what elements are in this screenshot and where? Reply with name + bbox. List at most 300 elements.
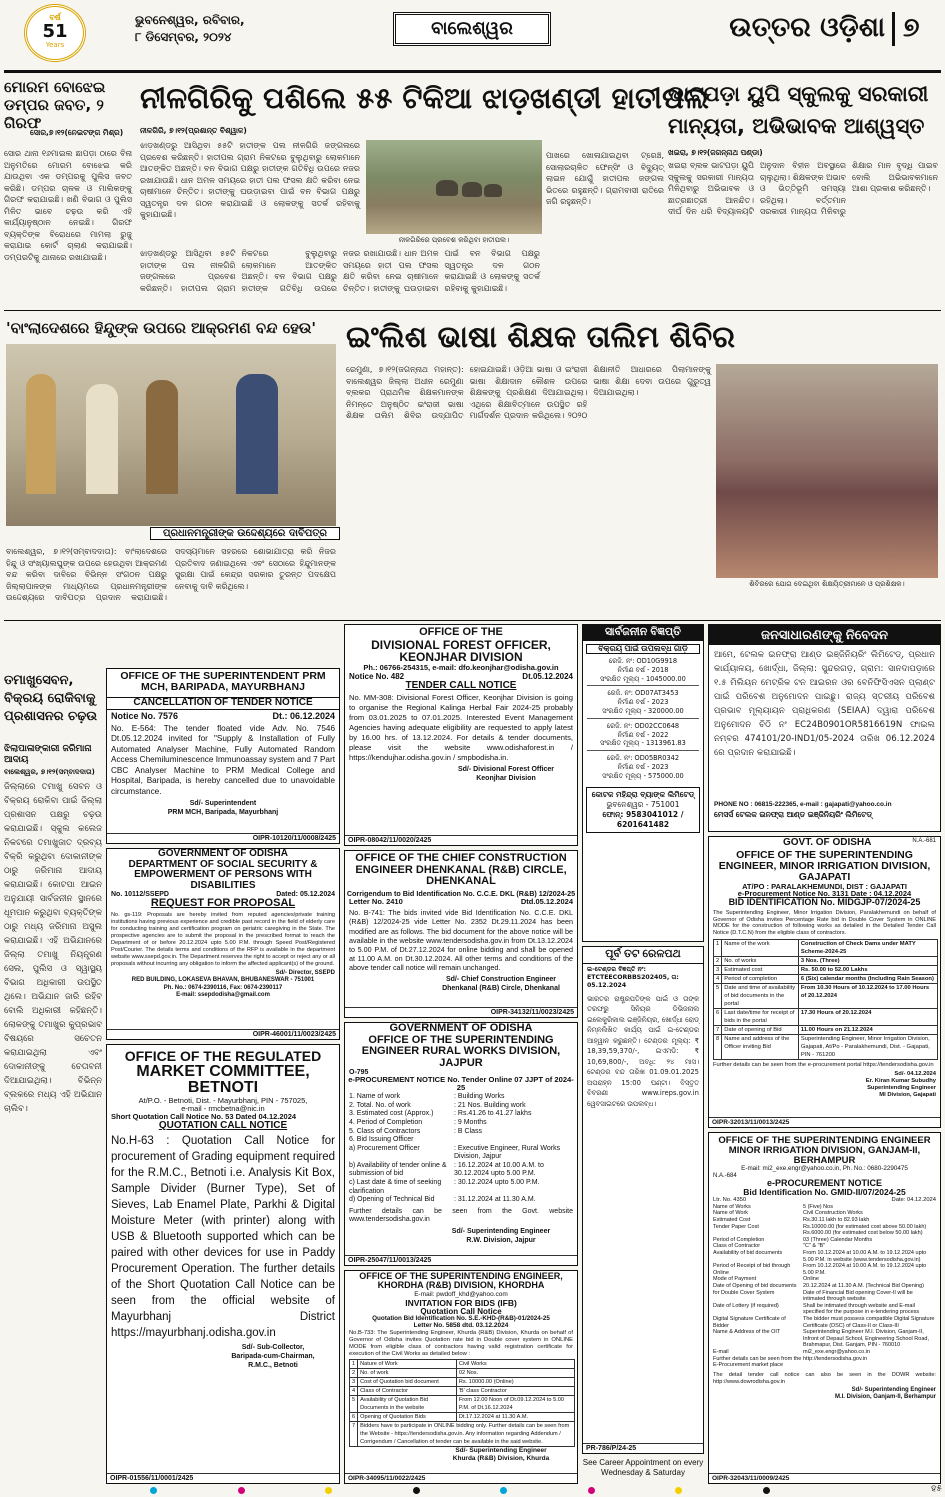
table-row [714, 1008, 938, 1025]
table-row [350, 1378, 575, 1387]
ganjam-row-label: Availability of bid documents [713, 1250, 783, 1257]
gajapati-sig-line2: Er. Kiran Kumar Subudhy [865, 1077, 936, 1084]
khordha-cell: Bidders have to participate in ONLINE bidding only. Further details can be seen from the Website - https://tendersodisha.gov.in. Any information regarding Addendum / Corrigendum / Cancellation of tender can be available in the said website. [358, 1422, 575, 1447]
gajapati-cell: From 10.30 Hours of 10.12.2024 to 17.00 Hours of 20.12.2024 [798, 983, 937, 1008]
dfo-title-line1: OFFICE OF THE [419, 626, 503, 638]
rwd-row-label: c) Last date & time of seeking clarification [349, 1179, 442, 1195]
gajapati-cell: 5 [714, 983, 722, 1008]
ganjam-row [713, 1263, 936, 1276]
rmc-title-line1: OFFICE OF THE REGULATED [124, 1048, 322, 1064]
ganjam-row [713, 1210, 936, 1217]
side-story-headline: ମୋରମ ବୋଝେଇ ଡମ୍ପର ଜବତ, ୨ ଗିରଫ [4, 78, 106, 132]
public-notice-ad [708, 624, 941, 832]
lead-photo-caption: ନୀଳଗିରିରେ ପ୍ରବେଶ କରିଥିବା ହାତୀପଲ। [398, 236, 510, 244]
ganjam-code: OIPR-32043/11/0009/2425 [709, 1473, 940, 1483]
ganjam-row [713, 1356, 936, 1369]
dfo-subtitle: TENDER CALL NOTICE [405, 679, 517, 691]
gajapati-code: OIPR-32013/11/0013/2425 [709, 1117, 940, 1127]
gajapati-cell: 11.00 Hours on 21.12.2024 [798, 1025, 937, 1034]
ssepd-sig-line4: E-mail: ssepdodisha@gmail.com [176, 992, 270, 999]
khordha-subtitle: INVITATION FOR BIDS (IFB) [405, 1297, 517, 1308]
dhenkanal-reference: Corrigendum to Bid Identification No. C.C.E. DKL (R&B) 12/2024-25 [346, 888, 576, 898]
memorandum-photo-caption: ପ୍ରଧାନମନ୍ତ୍ରୀଙ୍କ ଉଦ୍ଦେଶ୍ୟରେ ଦାବିପତ୍ର [150, 527, 340, 540]
dfo-sig-line2: Keonjhar Division [476, 775, 536, 783]
section-title: ଉତ୍ତର ଓଡ଼ିଶା [729, 12, 885, 43]
railway-body: ଭାରତର ରାଷ୍ଟ୍ରପତିଙ୍କ ପାଇଁ ଓ ତାଙ୍କ ତରଫରୁ ସିନିୟର ଡିଭିଜନାଲ ଇଲେକ୍ଟ୍ରିକାଲ ଇଞ୍ଜିନିୟର, ଖୋର୍ଦ୍ଧା ରୋଡ୍ ନିମ୍ନଲିଖିତ କାର୍ଯ୍ୟ ପାଇଁ ଇ-ଟେଣ୍ଡର ଆହ୍ୱାନ କରୁଛନ୍ତି। ଟେଣ୍ଡର ମୂଲ୍ୟ: ₹ 18,39,59,370/-, ଇଏମଡି: ₹ 10,69,800/-, ଅବଧି: ୨୪ ମାସ। ଟେଣ୍ଡର ବନ୍ଦ ତାରିଖ 01.09.01.2025 ଅପରାହ୍ନ 15:00 ଘଣ୍ଟା। ବିସ୍ତୃତ ବିବରଣୀ www.ireps.gov.in ୱେବସାଇଟରେ ଉପଲବ୍ଧ। [587, 994, 699, 1108]
prm-ad-code: OIPR-10120/11/0008/2425 [107, 833, 339, 843]
dhenkanal-date: Dtd.05.12.2024 [520, 897, 573, 907]
khordha-cell: Rs. 10000.00 (Online) [456, 1378, 574, 1387]
right-story-headline: ଭାଟପଡ଼ା ୟୁପି ସ୍କୁଲକୁ ସରକାରୀ ମାନ୍ୟତା, ଅଭିଭାବକ ଆଶ୍ୱସ୍ତ [668, 82, 929, 138]
ssepd-rfp-ad [106, 848, 340, 1040]
ganjam-row [713, 1329, 936, 1349]
ganjam-row-label: Name of Work [713, 1210, 749, 1217]
khordha-cell: Availability of Quotation Bid Documents in the website [358, 1396, 457, 1413]
ganjam-row-value: 20.12.2024 at 11.30 A.M. (Technical Bid Opening) Date of Financial Bid opening Cover-II will be intimated through website [803, 1283, 924, 1303]
rwd-signature [425, 1227, 577, 1245]
vehicle-ad-title: ସାର୍ବଜନୀନ ବିଜ୍ଞପ୍ତି [583, 625, 703, 641]
rwd-code: OIPR-25047/11/0013/2425 [345, 1255, 577, 1265]
ganjam-row-label: Name of Works [713, 1203, 751, 1210]
rwd-jajpur-ad [344, 1022, 578, 1266]
vehicle-bank-phone: ଫୋନ୍: 9583041012 / 6201641482 [602, 809, 684, 829]
rmc-title-line2: MARKET COMMITTEE, BETNOTI [136, 1062, 310, 1097]
dhenkanal-body: No. B-741: The bids invited vide Bid Identification No. C.C.E. DKL (R&B) 12/2024-25 vide Letter No. 2352 Dt.29.11.2024 has been modified are as follows. The bid document for the above notice will be available in the website www.tendersodisha.gov.in from Dt.13.12.2024 to 5.00 P.M. of Dt.27.12.2024 for online bidding and shall be opened at 11.00 A.M. on Dt.30.12.2024. All other terms and conditions of the above tender call notice will remain unchanged. [349, 908, 573, 973]
ganjam-row [713, 1283, 936, 1303]
khordha-cell: 5 [350, 1396, 358, 1413]
rwd-title: OFFICE OF THE SUPERINTENDING ENGINEER RURAL WORKS DIVISION, JAJPUR [361, 1033, 561, 1069]
magenta-dot [588, 1487, 595, 1494]
khordha-signature [425, 1447, 577, 1463]
khordha-cell: 6 [350, 1413, 358, 1422]
rmc-subtitle: QUOTATION CALL NOTICE [158, 1119, 288, 1131]
railway-reference: ଇ-ଟେଣ୍ଡର ବିଜ୍ଞପ୍ତି ନଂ: ETCTEECORBBS202405, ତା: 05.12.2024 [587, 965, 679, 989]
khordha-cell: Opening of Quotation Bids [358, 1413, 457, 1422]
gajapati-cell: No. of works [722, 956, 799, 965]
rmc-sig-line1: Sd/- Sub-Collector, [241, 1344, 305, 1352]
gajapati-further: Further details can be seen from the e-procurement portal https://tendersodisha.gov.in [713, 1061, 934, 1068]
dhenkanal-meta [345, 897, 577, 906]
ganjam-row-value: Rs.30.11 lakh to 82.93 lakh [803, 1217, 870, 1224]
masthead-separator [892, 12, 895, 46]
rmc-sig-line3: R.M.C., Betnoti [248, 1362, 298, 1370]
gajapati-sig-line1: Sd/- 04.12.2024 [894, 1070, 936, 1077]
rwd-row-value: : 9 Months [454, 1118, 487, 1126]
person-shape [26, 374, 56, 494]
bangla-story-body: ବାଲେଶ୍ୱର, ୭।୧୨(ସମ୍ବାଦଦାତା): ବାଂଲାଦେଶରେ ହିନ୍ଦୁ ଓ ସଂଖ୍ୟାଲଘୁଙ୍କ ଉପରେ ହେଉଥିବା ଆକ୍ରମଣ ବନ୍ଦ କରିବା ଦାବିରେ ବିଭିନ୍ନ ସଂଗଠନ ପକ୍ଷରୁ ଜିଲ୍ଲାପାଳଙ୍କ ମାଧ୍ୟମରେ ପ୍ରଧାନମନ୍ତ୍ରୀଙ୍କ ଉଦ୍ଦେଶ୍ୟରେ ଦାବିପତ୍ର ପ୍ରଦାନ କରାଯାଇଛି। ସଦସ୍ୟମାନେ ସହରରେ ଶୋଭାଯାତ୍ରା କରି ନିଜର ପ୍ରତିବାଦ ଜଣାଇଥିଲେ ଏବଂ ସେଠାରେ ହିନ୍ଦୁମାନଙ୍କ ସୁରକ୍ଷା ପାଇଁ କେନ୍ଦ୍ର ସରକାର ତୁରନ୍ତ ପଦକ୍ଷେପ ନେବାକୁ ଦାବି କରିଥିଲେ। [6, 547, 336, 602]
training-group-photo [716, 364, 938, 578]
ssepd-sig-line1: Sd/- Director, SSEPD [275, 969, 335, 976]
khordha-cell: 3 [350, 1378, 358, 1387]
dhenkanal-code: OIPR-34132/11/0023/2425 [345, 1007, 577, 1017]
gajapati-cell: Rs. 50.00 to 52.00 Lakhs [798, 965, 937, 974]
lead-story-continued: ଝାଡ଼ଖଣ୍ଡରୁ ଆସିଥିବା ୫୫ଟି ହାତୀଙ୍କ ପଲ ନୀଳଗିରି ଜଙ୍ଗଲରେ ପ୍ରବେଶ କରିଛନ୍ତି। ହାତୀପଲ ଗ୍ରାମ ନିକଟରେ ବୁଲୁଥିବାରୁ ଲୋକମାନେ ଆତଙ୍କିତ ଅଛନ୍ତି। ବନ ବିଭାଗ ପକ୍ଷରୁ ହାତୀଙ୍କ ଗତିବିଧି ଉପରେ ନଜର ରଖାଯାଉଛି। ଧାନ ଅମଳ ସମୟରେ ହାତୀ ପଲ ଫସଲ କ୍ଷତି କରିବା ନେଇ ଚାଷୀମାନେ ଚିନ୍ତିତ। ହାତୀଙ୍କୁ ଘଉଡ଼ାଇବା ପାଇଁ ବନ ବିଭାଗ ପକ୍ଷରୁ ସ୍ୱତନ୍ତ୍ର ଦଳ ଗଠନ କରାଯାଇଛି ଓ ଲୋକଙ୍କୁ ସତର୍କ ରହିବାକୁ କୁହାଯାଇଛି। [140, 249, 540, 293]
rwd-row [349, 1119, 573, 1128]
table-row [350, 1369, 575, 1378]
mi-gajapati-ad [708, 836, 941, 1128]
rwd-row-label: 3. Estimated cost (Approx.) [349, 1110, 434, 1118]
left-column-body: ଜିଲ୍ଲାରେ ତମାଖୁ ସେବନ ଓ ବିକ୍ରୟ ରୋକିବା ପାଇଁ ଜିଲ୍ଲା ପ୍ରଶାସନ ପକ୍ଷରୁ ଚଢ଼ଉ କରାଯାଇଛି। ସ୍କୁଲ କଲେଜ ନିକଟରେ ତମାଖୁଜାତ ଦ୍ରବ୍ୟ ବିକ୍ରି କରୁଥିବା ଦୋକାନୀଙ୍କ ଠାରୁ ଜରିମାନା ଆଦାୟ କରାଯାଇଛି। କୋଟପା ଆଇନ ଅନୁଯାୟୀ ସାର୍ବଜନୀନ ସ୍ଥାନରେ ଧୂମପାନ କରୁଥିବା ବ୍ୟକ୍ତିଙ୍କ ଠାରୁ ମଧ୍ୟ ଜରିମାନା ଅସୁଲ କରାଯାଇଛି। ଏହି ଅଭିଯାନରେ ଜିଲ୍ଲା ତମାଖୁ ନିୟନ୍ତ୍ରଣ ସେଲ, ପୁଲିସ ଓ ସ୍ୱାସ୍ଥ୍ୟ ବିଭାଗ ଅଧିକାରୀ ଉପସ୍ଥିତ ଥିଲେ। ଅଭିଯାନ ଜାରି ରହିବ ବୋଲି ଅଧିକାରୀ କହିଛନ୍ତି। ଲୋକଙ୍କୁ ତମାଖୁର କୁପ୍ରଭାବ ବିଷୟରେ ସଚେତନ କରାଯାଇଥିଲା ଏବଂ ଦୋକାନୀଙ୍କୁ ଚେତାବନୀ ଦିଆଯାଇଥିଲା। ବିଭିନ୍ନ ବ୍ଲକରେ ମଧ୍ୟ ଏହି ଅଭିଯାନ ଚାଲିବ। [4, 782, 102, 1114]
ganjam-bid-id: Bid Identification No. GMID-II/07/2024-25 [743, 1186, 906, 1197]
edition-label: ବାଲେଶ୍ୱର [393, 12, 551, 46]
ganjam-row-value: Online [803, 1276, 819, 1283]
vehicle-ad-subtitle: ବିକ୍ରୟ ପାଇଁ ଉପଲବ୍ଧ ଗାଡ଼ି [586, 644, 700, 654]
gajapati-cell: 4 [714, 974, 722, 983]
khordha-ifb-ad [344, 1270, 578, 1484]
dhenkanal-letter-number: Letter No. 2410 [349, 897, 403, 907]
rwd-row [349, 1145, 573, 1162]
ganjam-row [713, 1217, 936, 1224]
khordha-body: No.B-733: The Superintending Engineer, Khurda (R&B) Division, Khurda on behalf of Governor of Odisha invites Quotation rate bid in Double cover system in ONLINE MODE from eligible class of contractors having valid registration certificate for execution of the Civil Works as detailed below : [349, 1330, 573, 1358]
public-notice-signature: ମେସର୍ସ ଟେଲକ ଇନଫ୍ରା ଆଣ୍ଡ ଇଞ୍ଜିନିୟରିଂ ଲିମିଟେଡ୍ [714, 809, 872, 819]
person-shape [236, 374, 278, 494]
dhenkanal-sig-line2: Dhenkanal (R&B) Circle, Dhenkanal [442, 984, 560, 992]
gajapati-title: OFFICE OF THE SUPERINTENDING ENGINEER, MINOR IRRIGATION DIVISION, GAJAPATI [718, 848, 931, 883]
lead-story-body: ଝାଡ଼ଖଣ୍ଡରୁ ଆସିଥିବା ୫୫ଟି ହାତୀଙ୍କ ପଲ ନୀଳଗିରି ଜଙ୍ଗଲରେ ପ୍ରବେଶ କରିଛନ୍ତି। ହାତୀପଲ ଗ୍ରାମ ନିକଟରେ ବୁଲୁଥିବାରୁ ଲୋକମାନେ ଆତଙ୍କିତ ଅଛନ୍ତି। ବନ ବିଭାଗ ପକ୍ଷରୁ ହାତୀଙ୍କ ଗତିବିଧି ଉପରେ ନଜର ରଖାଯାଉଛି। ଧାନ ଅମଳ ସମୟରେ ହାତୀ ପଲ ଫସଲ କ୍ଷତି କରିବା ନେଇ ଚାଷୀମାନେ ଚିନ୍ତିତ। ହାତୀଙ୍କୁ ଘଉଡ଼ାଇବା ପାଇଁ ବନ ବିଭାଗ ପକ୍ଷରୁ ସ୍ୱତନ୍ତ୍ର ଦଳ ଗଠନ କରାଯାଇଛି ଓ ଲୋକଙ୍କୁ ସତର୍କ ରହିବାକୁ କୁହାଯାଇଛି। [140, 141, 360, 219]
ganjam-row [713, 1349, 936, 1356]
ganjam-row-label: Mode of Payment [713, 1276, 757, 1283]
khordha-sig-line2: Khurda (R&B) Division, Khurda [452, 1455, 550, 1463]
khordha-sig-line1: Sd/- Superintending Engineer [455, 1447, 547, 1455]
vehicle-bank-address: ଭୁବନେଶ୍ୱର - 751001 [606, 799, 680, 809]
ganjam-signature [709, 1387, 940, 1401]
left-column-headline: ତମାଖୁସେବନ, ବିକ୍ରୟ ରୋକିବାକୁ ପ୍ରଶାସନର ଚଢ଼ଉ [4, 673, 98, 724]
khordha-email: E-mail: pwdoff_khd@yahoo.com [414, 1290, 508, 1298]
ssepd-sig-line3: Ph. No.: 0674-2390116, Fax: 0674-2390117 [163, 984, 283, 991]
khordha-cell: No. of work [358, 1369, 457, 1378]
magenta-dot [238, 1487, 245, 1494]
rwd-row [349, 1179, 573, 1196]
rwd-row-value: : Executive Engineer, Rural Works Division, Jajpur [454, 1144, 561, 1161]
public-notice-body: ଆମେ, ଟେଲକ ଇନଫ୍ରା ଆଣ୍ଡ ଇଞ୍ଜିନିୟରିଂ ଲିମିଟେଡ୍, ପ୍ରଧାନ କାର୍ଯ୍ୟାଳୟ, ଖୋର୍ଦ୍ଧା, ଜିଲ୍ଲା: ସୁନ୍ଦରଗଡ଼, ଗ୍ରାମ: ସାନଦାପଡ଼ାରେ ୧.୫ ମିଲିୟନ ମେଟ୍ରିକ ଟନ ଆଇରନ ଓର ବେନିଫିସିଏସନ ପ୍ଲାଣ୍ଟ ପାଇଁ ପରିବେଶ ଅନୁମୋଦନ ପାଇଛୁ। ରାଜ୍ୟ ସ୍ତରୀୟ ପରିବେଶ ପ୍ରଭାବ ମୂଲ୍ୟାୟନ ପ୍ରାଧିକରଣ (SEIAA) ଦ୍ୱାରା ପରିବେଶ ଅନୁମୋଦନ ଚିଠି ନଂ EC24B0901OR5816619N ଫାଇଲ ନମ୍ବର 474101/20-IND1/05-2024 ତାରିଖ 06.12.2024 ରେ ପ୍ରଦାନ କରାଯାଇଛି। [714, 649, 935, 758]
ganjam-row [713, 1204, 936, 1211]
prm-ad-meta [107, 710, 339, 722]
public-notice-phone: PHONE NO : 06815-222365, e-mail : gajapati@yahoo.co.in [714, 800, 892, 808]
east-coast-railway-ad [582, 946, 704, 1454]
dateline-date: ୮ ଡିସେମ୍ବର, ୨୦୨୪ [135, 30, 232, 44]
rwd-row-value: : 16.12.2024 at 10.00 A.M. to 30.12.2024 upto 5.00 P.M. [454, 1161, 544, 1178]
railway-code: PR-786/P/24-25 [583, 1443, 703, 1453]
gajapati-sig-line4: MI Division, Gajapati [879, 1091, 936, 1098]
rmc-betnoti-ad [106, 1044, 340, 1484]
gajapati-cell: 3 Nos. (Three) [798, 956, 937, 965]
ssepd-signature [107, 970, 339, 1000]
registration-marks [150, 1487, 770, 1495]
ssepd-subtitle: REQUEST FOR PROPOSAL [150, 897, 296, 909]
yellow-dot [325, 1487, 332, 1494]
ganjam-row [713, 1224, 936, 1237]
rwd-row [349, 1093, 573, 1102]
gajapati-cell: Estimated cost [722, 965, 799, 974]
ganjam-title: OFFICE OF THE SUPERINTENDING ENGINEER MINOR IRRIGATION DIVISION, GANJAM-II, BERHAMPUR [718, 1135, 931, 1166]
rmc-address: At/P.O. - Betnoti, Dist. - Mayurbhanj, PIN - 757025, [138, 1096, 308, 1106]
rwd-row-value: : Building Works [454, 1093, 505, 1101]
ganjam-row-label: Tender Paper Cost [713, 1223, 759, 1230]
mi-ganjam-ad [708, 1132, 941, 1484]
rwd-row-label: a) Procurement Officer [349, 1144, 420, 1152]
memorandum-photo [6, 344, 336, 526]
english-story-body: ରେମୁଣା, ୭।୧୨(ଜଗନ୍ନାଥ ମହାନ୍ତ): ବାଲେଶ୍ୱର ଜିଲ୍ଲା ଅଧୀନ ରେମୁଣା ବ୍ଲକର ପ୍ରାଥମିକ ଶିକ୍ଷକମାନଙ୍କ ନିମନ୍ତେ ଅନୁଷ୍ଠିତ ଇଂରାଜୀ ଭାଷା ଶିକ୍ଷକ ତାଲିମ ଶିବିର ଉଦ୍‌ଯାପିତ ହୋଇଯାଇଛି। ଓଡ଼ିଆ ଭାଷା ଓ ଇଂରାଜୀ ଭାଷା ଶିକ୍ଷାଦାନ କୌଶଳ ଉପରେ ଶିକ୍ଷକଙ୍କୁ ପ୍ରଶିକ୍ଷଣ ଦିଆଯାଇଥିଲା। ଏଥିରେ ଶିକ୍ଷାବିତ୍‌ମାନେ ଉପସ୍ଥିତ ରହି ମାର୍ଗଦର୍ଶନ ପ୍ରଦାନ କରିଥିଲେ। ୨୦୨୦ ଶିକ୍ଷାନୀତି ଆଧାରରେ ପିଲାମାନଙ୍କୁ ଭାଷା ଶିକ୍ଷା ଦେବା ଉପରେ ଗୁରୁତ୍ୱ ଦିଆଯାଇଥିଲା। [346, 365, 711, 420]
elephant-shape [462, 182, 482, 197]
gajapati-cell: 8 [714, 1034, 722, 1059]
badge-sub-label: Years [45, 41, 65, 49]
rmc-sig-line2: Baripada-cum-Chairman, [231, 1353, 315, 1361]
khordha-cell: 'B' class Contractor [456, 1387, 574, 1396]
khordha-cell: From 12.00 Noon of Dt.09.12.2024 to 5.00 P.M. of Dt.16.12.2024 [456, 1396, 574, 1413]
rwd-row-value: : 30.12.2024 upto 5.00 P.M. [454, 1179, 540, 1187]
masthead-rule [4, 70, 941, 73]
railway-ad-title: ପୂର୍ବ ତଟ ରେଳପଥ [583, 947, 703, 964]
public-notice-title: ଜନସାଧାରଣଙ୍କୁ ନିବେଦନ [709, 625, 940, 645]
ganjam-row [713, 1250, 936, 1263]
gajapati-cell: 17.30 Hours of 20.12.2024 [798, 1008, 937, 1025]
left-column-subhead: ଝିଲାପାଳାଙ୍କାରୀ ଜରିମାନା ଆଦାୟ [4, 744, 92, 765]
gajapati-gov-label: GOVT. OF ODISHA [783, 837, 872, 848]
ganjam-epro: e-PROCUREMENT NOTICE [766, 1177, 882, 1188]
rwd-row-label: 1. Name of work [349, 1093, 400, 1101]
khordha-letter: Letter No. 5858 dtd. 03.12.2024 [413, 1321, 509, 1329]
gajapati-cell: Name and address of the Officer inviting Bid [722, 1034, 799, 1059]
vehicle-item: ସଂରକ୍ଷିତ ମୂଲ୍ୟ - 320000.00 [587, 707, 699, 719]
prm-notice-number: Notice No. 7576 [111, 710, 179, 721]
ganjam-row-label: Name & Address of the OIT [713, 1329, 781, 1336]
table-row [714, 974, 938, 983]
rwd-row-value: : 31.12.2024 at 11.30 A.M. [454, 1196, 536, 1204]
person-shape [146, 380, 178, 494]
rwd-notice: e-PROCUREMENT NOTICE No. Tender Online 07 JJPT of 2024-25 [348, 1075, 574, 1093]
ganjam-row-value: Shall be intimated through website and E-mail specified for the purpose in e-tendering process [803, 1302, 920, 1316]
khordha-cell: Nature of Work [358, 1360, 457, 1369]
rwd-row-label: 4. Period of Completion [349, 1118, 423, 1126]
ganjam-row [713, 1316, 936, 1329]
ganjam-row-label: Estimated Cost [713, 1217, 751, 1224]
table-row [714, 965, 938, 974]
vehicle-item: ସଂରକ୍ଷିତ ମୂଲ୍ୟ - 575000.00 [602, 771, 684, 780]
left-column-credit: ବାଲେଶ୍ୱର, ୭।୧୨(ସମ୍ବାଦଦାତା) [4, 768, 95, 776]
prm-ad-signature [107, 799, 339, 817]
gajapati-body: The Superintending Engineer, Minor Irrigation Division, Paralakhemundi on behalf of Governor of Odisha invites Percentage Rate bid in Double Cover System in ONLINE MODE for the construction of following works as detailed in the Detailed Tender Call Notice (D.T.C.N) from the eligible class of contractors. [713, 909, 936, 937]
section-rule [4, 310, 941, 311]
masthead [0, 0, 945, 72]
ssepd-date: Dated: 05.12.2024 [276, 891, 335, 898]
gajapati-cell: Date of opening of Bid [722, 1025, 799, 1034]
gajapati-cell: 1 [714, 939, 722, 956]
vehicle-item: ନିର୍ମାଣ ବର୍ଷ - 2023 [617, 762, 669, 771]
ssepd-gov-label: GOVERNMENT OF ODISHA [157, 848, 288, 859]
gajapati-epro-notice: e-Procurement Notice No. 3131 Date : 04.12.2024 [737, 889, 912, 899]
rwd-row [349, 1196, 573, 1205]
prm-sig-line1: Sd/- Superintendent [189, 800, 257, 808]
middle-column-text: ପାଖରେ ଖୋଳାଯାଇଥିବା ଟ୍ରେଞ୍ଚ, ସୋଲାରଚାଳିତ ଫେନ୍ସିଂ ଓ ବିଦ୍ୟୁତ୍ ଲାଇନ ଯୋଗୁଁ ହାତୀପଲ ଜଙ୍ଗଲ ଭିତରେ ରହୁଛନ୍ତି। ଗ୍ରାମବାସୀ ରାତିରେ ଜଗି ରହୁଛନ୍ତି। [546, 151, 664, 206]
rmc-body: No.H-63 : Quotation Call Notice for procurement of Grading equipment required for the R.M.C., Betnoti i.e. Analysis Kit Box, Sample Divider (Burner Type), Set of Sieves, Lab Enamel Plate, Parkhi & Digital Moisture Meter (with printer) along with USB & Bluetooth supported which can be paired with other devices for use in Paddy Procurement Operation. The further details of the Short Quotation Call Notice can be seen from the official website of Mayurbhanj District https://mayurbhanj.odisha.gov.in [111, 1135, 335, 1340]
rwd-row-label: 2. Total. No. of work [349, 1101, 411, 1109]
ssepd-number: No. 10112/SSEPD [111, 891, 169, 898]
khordha-cell: 7 [350, 1422, 358, 1447]
khordha-cell: 02 Nos. [456, 1369, 574, 1378]
table-row [714, 983, 938, 1008]
right-story-body: ଖଇରା ବ୍ଲକ ଭାଟପଡ଼ା ୟୁପି ସ୍କୁଲକୁ ସରକାରୀ ମାନ୍ୟତା ମିଳିଥିବାରୁ ଅଭିଭାବକ ଓ ଛାତ୍ରଛାତ୍ରୀ ଆନନ୍ଦିତ। ଦୀର୍ଘ ଦିନ ଧରି ବିଦ୍ୟାଳୟଟି ଅନୁଦାନ ବିହୀନ ଅବସ୍ଥାରେ ଚାଲୁଥିଲା। ଶିକ୍ଷକଙ୍କ ଅଭାବ ଓ ଭିତ୍ତିଭୂମି ସମସ୍ୟା ରହିଥିଲା। ବର୍ତ୍ତମାନ ସରକାରୀ ମାନ୍ୟତା ମିଳିବାରୁ ଶିକ୍ଷାର ମାନ ବୃଦ୍ଧି ପାଇବ ବୋଲି ଅଭିଭାବକମାନେ ଆଶା ପ୍ରକାଶ କରିଛନ୍ତି। [668, 161, 938, 216]
vehicle-bank-name: କୋଟକ ମହିନ୍ଦ୍ରା ବ୍ୟାଙ୍କ ଲିମିଟେଡ୍ [591, 789, 695, 799]
rwd-row-value: : 21 Nos. Building work [454, 1101, 526, 1109]
vehicle-item: ନିର୍ମାଣ ବର୍ଷ - 2023 [617, 698, 669, 707]
rwd-row-value: : B Class [454, 1127, 483, 1135]
prm-notice-date: Dt.: 06.12.2024 [272, 710, 335, 721]
table-row [350, 1360, 575, 1369]
table-row [350, 1396, 575, 1413]
ganjam-row-value: 5 (Five) Nos [803, 1203, 833, 1210]
prm-ad-subtitle: CANCELLATION OF TENDER NOTICE [107, 697, 339, 710]
gajapati-bid-id: BID IDENTIFICATION No. MIDGJP-07/2024-25 [728, 897, 921, 908]
khordha-sub2: Quotation Call Notice [420, 1306, 502, 1316]
ssepd-ad-title: DEPARTMENT OF SOCIAL SECURITY & EMPOWERMENT OF PERSONS WITH DISABILITIES [128, 858, 318, 891]
right-story-credit: ଖଇରା, ୭।୧୨(ଜଗନ୍ନାଥ ପଣ୍ଡା) [668, 148, 763, 157]
black-dot [763, 1487, 770, 1494]
gajapati-cell: 3 [714, 965, 722, 974]
vehicle-item: ରେଜି. ନଂ: OD07AT3453 [607, 689, 679, 698]
ganjam-row-label: Period of Completion [713, 1236, 765, 1243]
ganjam-row-value: "C" & "B" [803, 1243, 826, 1250]
side-story-body: ସୋର ଥାନା ୧୬ମାଇଲ ଛାପଡ଼ା ଠାରେ ବିନା ଅନୁମତିରେ ମୋରମ ବୋଝେଇ କରି ଯାଉଥିବା ଏକ ଡମ୍ପରକୁ ପୁଲିସ ଜବତ କରିଛି। ଡମ୍ପର ଚାଳକ ଓ ମାଲିକଙ୍କୁ ଗିରଫ କରାଯାଇଛି। ଖଣି ବିଭାଗ ଓ ପୁଲିସ ମିଳିତ ଭାବେ ଚଢ଼ଉ କରି ଏହି କାର୍ଯ୍ୟାନୁଷ୍ଠାନ ନେଇଛି। ଗିରଫ ବ୍ୟକ୍ତିଙ୍କ ବିରୋଧରେ ମାମଲା ରୁଜୁ କରାଯାଇ କୋର୍ଟ ଚାଲାଣ କରାଯାଇଛି। ଡମ୍ପରଟିକୁ ଥାନାରେ ରଖାଯାଇଛି। [4, 149, 132, 262]
ganjam-row-value: Rs.10000.00 (for estimated cost above 50.00 lakh) Rs.6000.00 (for estimated cost below 50.00 lakh) [803, 1223, 927, 1237]
cyan-dot [150, 1487, 157, 1494]
ganjam-row-label: Further details can be seen from the E-Procurement market place [713, 1355, 802, 1369]
lead-story-credit: ନୀଳଗିରି, ୭।୧୨(ପ୍ରଶାନ୍ତ ବିଶ୍ୱାଳ) [140, 126, 247, 135]
ganjam-row [713, 1237, 936, 1244]
rwd-code-number: O-795 [349, 1069, 369, 1077]
gajapati-cell: Name of the work [722, 939, 799, 956]
rwd-row [349, 1110, 573, 1119]
ganjam-row-label: Date of Lottery (if required) [713, 1302, 779, 1309]
khordha-table [349, 1359, 575, 1447]
gajapati-cell: Date and time of availability of bid documents in the portal [722, 983, 799, 1008]
dateline [135, 12, 285, 46]
khordha-cell: 1 [350, 1360, 358, 1369]
khordha-title: OFFICE OF THE SUPERINTENDING ENGINEER, KHORDHA (R&B) DIVISION, KHORDHA [359, 1271, 563, 1291]
dfo-code: OIPR-08042/11/0020/2425 [345, 835, 577, 845]
rwd-row-label: 5. Class of Contractors [349, 1127, 421, 1135]
dhenkanal-signature [425, 975, 577, 993]
khordha-code: OIPR-34095/11/0022/2425 [345, 1473, 577, 1483]
prm-mch-tender-ad [106, 668, 340, 844]
rwd-body: Further details can be seen from the Govt. website www.tendersodisha.gov.in [349, 1207, 573, 1224]
prm-sig-line2: PRM MCH, Baripada, Mayurbhanj [167, 809, 279, 817]
side-story-credit: ସୋର,୭।୧୨(ନେଇଟଙ୍ଗ ମିଶ୍ର) [30, 128, 124, 137]
table-row [350, 1413, 575, 1422]
vehicle-item: ରେଜି. ନଂ: OD10G9918 [608, 656, 678, 665]
table-row [714, 939, 938, 956]
rmc-code: OIPR-01556/11/0001/2425 [107, 1473, 339, 1483]
rmc-email: e-mail - rmcbetna@nic.in [181, 1104, 265, 1114]
bangla-story-headline: 'ବାଂଲାଦେଶରେ ହିନ୍ଦୁଙ୍କ ଉପରେ ଆକ୍ରମଣ ବନ୍ଦ ହେଉ' [6, 319, 316, 337]
gajapati-cell: 2 [714, 956, 722, 965]
dfo-contact: Ph.: 06766-254315, e-mail: dfo.keonjhar@odisha.gov.in [363, 662, 559, 672]
ganjam-details [709, 1203, 940, 1370]
person-shape [86, 384, 118, 494]
gajapati-cell: Last date/time for receipt of bids in the portal [722, 1008, 799, 1025]
ganjam-sig-line2: M.I. Division, Ganjam-II, Berhampur [834, 1394, 936, 1401]
ganjam-row-value: 03 (Three) Calendar Months [803, 1236, 873, 1243]
dfo-signature [435, 765, 577, 783]
yellow-dot [675, 1487, 682, 1494]
gajapati-sig-line3: Superintending Engineer [867, 1084, 936, 1091]
ganjam-letter: Ltr. No. 4350 [713, 1196, 747, 1203]
table-row [714, 1025, 938, 1034]
anniversary-badge [24, 4, 86, 62]
khordha-reference: Quotation Bid Identification No. S.E.-KHD-(R&B)-01/2024-25 [372, 1315, 550, 1322]
ganjam-row-label: Period of Receipt of bid through Online [713, 1263, 791, 1276]
ssepd-sig-line2: RED BUILDING, LOKASEVA BHAVAN, BHUBANESWAR - 751001 [131, 977, 315, 984]
rwd-sig-line1: Sd/- Superintending Engineer [451, 1228, 551, 1236]
elephant-shape [484, 184, 502, 197]
rmc-reference: Short Quotation Call Notice No. 53 Dated 04.12.2024 [111, 1112, 297, 1122]
ganjam-row-value: From 10.12.2024 at 10.00 A.M. to 19.12.2024 upto 5.00 P.M. in website (www.tendersodisha.gov.in) [803, 1250, 927, 1263]
vehicle-item: ରେଜି. ନଂ: OD02CC0648 [606, 721, 680, 730]
vehicle-sale-ad [582, 624, 704, 942]
rwd-details [345, 1092, 577, 1206]
gajapati-cell: Period of completion [722, 974, 799, 983]
gajapati-signature [709, 1071, 940, 1099]
career-footer-note: See Career Appointment on every Wednesday & Saturday [582, 1458, 704, 1477]
khordha-cell: 2 [350, 1369, 358, 1378]
khordha-cell: Class of Contractor [358, 1387, 457, 1396]
vehicle-bank-box [586, 787, 700, 833]
ganjam-contact: E-mail: mi2_exe.engr@yahoo.co.in, Ph. No.: 0680-2290475 [741, 1164, 908, 1172]
lead-story-headline: ନୀଳଗିରିକୁ ପଶିଲେ ୫୫ ଟିକିଆ ଝାଡ଼ଖଣ୍ଡୀ ହାତୀପଲ [140, 81, 709, 115]
rwd-row-label: b) Availability of tender online & submission of bid [349, 1161, 447, 1178]
table-row [714, 956, 938, 965]
ads-rule [4, 620, 941, 621]
vehicle-item: ନିର୍ମାଣ ବର୍ଷ - 2022 [617, 730, 669, 739]
ganjam-row-label: E-mail [713, 1348, 729, 1355]
english-story-headline: ଇଂଲିଶ ଭାଷା ଶିକ୍ଷକ ତାଲିମ ଶିବିର [346, 320, 735, 355]
ganjam-row-value: The bidder must possess compatible Digital Signature Certificate (DSC) of Class-II or Class-III [803, 1315, 935, 1329]
ganjam-row-label: Class of Contractor [713, 1243, 761, 1250]
dhenkanal-title: OFFICE OF THE CHIEF CONSTRUCTION ENGINEER DHENKANAL (R&B) CIRCLE, DHENKANAL [355, 852, 567, 888]
gajapati-cell: Construction of Check Dams under MATY Scheme-2024-25 [798, 939, 937, 956]
ssepd-body: No. gs-119: Proposals are hereby invited from reputed agencies/private training institutions having previous experience and credible past record in the field of elderly care for conducting training and certification program on geriatric caregiving in the State. The prospective agencies are to submit the proposal in the prescribed format to reach the Department of or before 20.12.2024 upto 5.00 P.M. through Speed Post/Registered Post/Courier. The details terms and conditions of the RFP is available in the department website www.ssepd.gov.in. The Department reserves the right to accept or reject any or all proposals without incurring any obligation to inform the affected applicant(s) of the ground. [111, 911, 335, 967]
vehicle-item: ନିର୍ମାଣ ବର୍ଷ - 2018 [617, 665, 669, 674]
elephant-herd-photo [366, 140, 542, 234]
rmc-signature [207, 1343, 339, 1370]
ganjam-row-value: mi2_exe.engr@yahoo.co.in [803, 1348, 871, 1355]
vehicle-item: ସଂରକ୍ଷିତ ମୂଲ୍ୟ - 1045000.00 [587, 675, 699, 687]
dfo-notice-date: Dt.05.12.2024 [522, 671, 573, 681]
black-dot [413, 1487, 420, 1494]
rwd-gov-label: GOVERNMENT OF ODISHA [389, 1022, 533, 1034]
rwd-row-label: 6. Bid Issuing Officer [349, 1136, 414, 1144]
page-marker: ହ୫ [931, 1484, 942, 1494]
dfo-sig-line1: Sd/- Divisional Forest Officer [457, 766, 555, 774]
ganjam-row-value: From 10.12.2024 at 10.00 A.M. to 19.12.2024 upto 5.00 P.M. [803, 1263, 927, 1276]
rwd-row-label: d) Opening of Technical Bid [349, 1196, 435, 1204]
gajapati-cell: 7 [714, 1025, 722, 1034]
ganjam-row [713, 1303, 936, 1316]
khordha-cell: Civil Works [456, 1360, 574, 1369]
rwd-sig-line2: R.W. Division, Jajpur [466, 1237, 536, 1245]
ganjam-row [713, 1276, 936, 1283]
ganjam-row-value: Superintending Engineer M.I. Division, Ganjam-II, Infront of Depaul School, Engineering School Road, Brahmapur, Dist. Ganjam, PIN - 760010 [803, 1329, 929, 1349]
rwd-row [349, 1102, 573, 1111]
elephant-shape [436, 180, 458, 196]
gajapati-na: N.A.-681 [912, 838, 936, 844]
gajapati-cell: Superintending Engineer, Minor Irrigation Division, Gajapati, At/Po - Paralakhemundi, Dist. - Gajapati, PIN - 761200 [798, 1034, 937, 1059]
vehicle-list [583, 657, 703, 781]
ganjam-row [713, 1243, 936, 1250]
dfo-body: No. MM-308: Divisional Forest Officer, Keonjhar Division is going to organise the Regional Kalinga Herbal Fair 2024-25 probably from 03.01.2025 to 07.01.2025. Interested Event Management Agencies having adequate eligibility are requested to apply latest by 16.00 hrs. of 13.12.2024. For details & tender documents, please visit the website www.odishaforest.in / https://kendujhar.odisha.gov.in / smpbodisha.in. [349, 693, 573, 763]
ganjam-note: The detail tender call notice can also be seen in the DOWR website: http://www.dowrodisha.gov.in [713, 1371, 936, 1385]
ganjam-sig-line1: Sd/- Superintending Engineer [851, 1387, 936, 1394]
prm-ad-body: No. E-564: The tender floated vide Adv. No. 7546 Dt.05.12.2024 invited for "Supply & Installation of Fully Automated Analyser Machine, Fully Automated Random Access Chemiluminescence Immunoassay system and 7 Part CBC Analyser Machine to PRM Medical College and Hospital, Baripada, is hereby cancelled due to unavoidable circumstance. [111, 723, 335, 796]
